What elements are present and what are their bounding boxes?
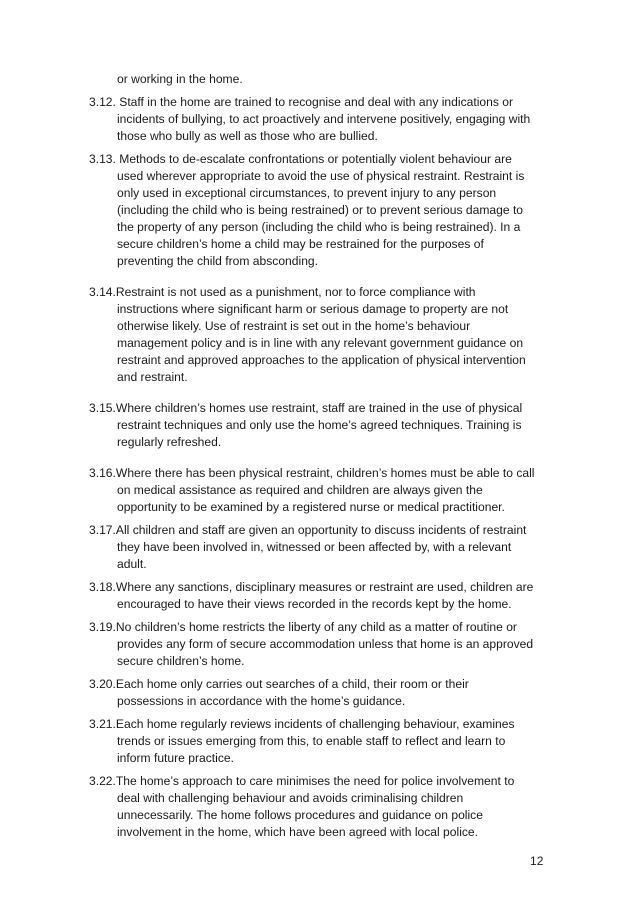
paragraph-line: 3.22.The home’s approach to care minimises the need for police involvement to [89,774,515,788]
paragraph-line: 3.13. Methods to de-escalate confrontations or potentially violent behaviour are [89,152,512,166]
paragraph-line: opportunity to be examined by a registered nurse or medical practitioner. [117,500,505,514]
paragraph-line: provides any form of secure accommodation unless that home is an approved [117,637,534,651]
paragraph-line: 3.15.Where children’s homes use restraint, staff are trained in the use of physical [89,401,523,415]
paragraph-line: preventing the child from absconding. [117,254,319,268]
paragraph-line: they have been involved in, witnessed or been affected by, with a relevant [117,540,512,554]
paragraph-line: 3.12. Staff in the home are trained to recognise and deal with any indications or [89,95,513,109]
paragraph-line: restraint techniques and only use the home’s agreed techniques. Training is [117,418,522,432]
numbered-paragraph [89,619,559,670]
paragraph-line: instructions where significant harm or serious damage to property are not [117,302,509,316]
paragraph-line: inform future practice. [117,751,234,765]
paragraph-line: 3.19.No children’s home restricts the liberty of any child as a matter of routine or [89,620,517,634]
paragraph-line: on medical assistance as required and children are always given the [117,483,483,497]
numbered-paragraph [89,465,559,516]
paragraph-line: 3.21.Each home regularly reviews incidents of challenging behaviour, examines [89,717,515,731]
paragraph-line: adult. [117,557,147,571]
paragraph-line: deal with challenging behaviour and avoids criminalising children [117,791,464,805]
paragraph-line: 3.14.Restraint is not used as a punishment, nor to force compliance with [89,285,476,299]
paragraph-line: regularly refreshed. [117,435,222,449]
paragraph-line: 3.20.Each home only carries out searches of a child, their room or their [89,677,469,691]
paragraph-line: unnecessarily. The home follows procedures and guidance on police [117,808,483,822]
page-body [89,71,559,847]
numbered-paragraph [89,284,559,386]
paragraph-line: 3.16.Where there has been physical restraint, children’s homes must be able to call [89,466,535,480]
paragraph-line: trends or issues emerging from this, to enable staff to reflect and learn to [117,734,506,748]
continuation-line: or working in the home. [117,72,243,86]
numbered-paragraph [89,676,559,710]
paragraph-line: management policy and is in line with any relevant government guidance on [117,336,524,350]
numbered-paragraph [89,716,559,767]
paragraph-line: 3.17.All children and staff are given an opportunity to discuss incidents of restraint [89,523,527,537]
paragraph-line: involvement in the home, which have been agreed with local police. [117,825,479,839]
paragraph-line: incidents of bullying, to act proactively and intervene positively, engaging with [117,112,531,126]
paragraph-line: encouraged to have their views recorded in the records kept by the home. [117,597,512,611]
paragraph-line: 3.18.Where any sanctions, disciplinary measures or restraint are used, children are [89,580,534,594]
paragraph-line: possessions in accordance with the home’s guidance. [117,694,406,708]
numbered-paragraph [89,522,559,573]
numbered-paragraph [89,579,559,613]
paragraph-line: used wherever appropriate to avoid the use of physical restraint. Restraint is [117,169,525,183]
paragraph-line: secure children’s home a child may be restrained for the purposes of [117,237,484,251]
paragraph-list [89,94,559,841]
paragraph-line: and restraint. [117,370,188,384]
numbered-paragraph [89,94,559,145]
paragraph-line: restraint and approved approaches to the application of physical intervention [117,353,526,367]
paragraph-line: otherwise likely. Use of restraint is set out in the home’s behaviour [117,319,471,333]
numbered-paragraph [89,773,559,841]
paragraph-line: (including the child who is being restrained) or to prevent serious damage to [117,203,524,217]
numbered-paragraph [89,400,559,451]
paragraph-line: secure children’s home. [117,654,245,668]
numbered-paragraph [89,151,559,270]
paragraph-line: the property of any person (including the child who is being restrained). In a [117,220,521,234]
paragraph-line: only used in exceptional circumstances, to prevent injury to any person [117,186,497,200]
paragraph-line: those who bully as well as those who are bullied. [117,129,378,143]
page-number: 12 [530,854,544,868]
